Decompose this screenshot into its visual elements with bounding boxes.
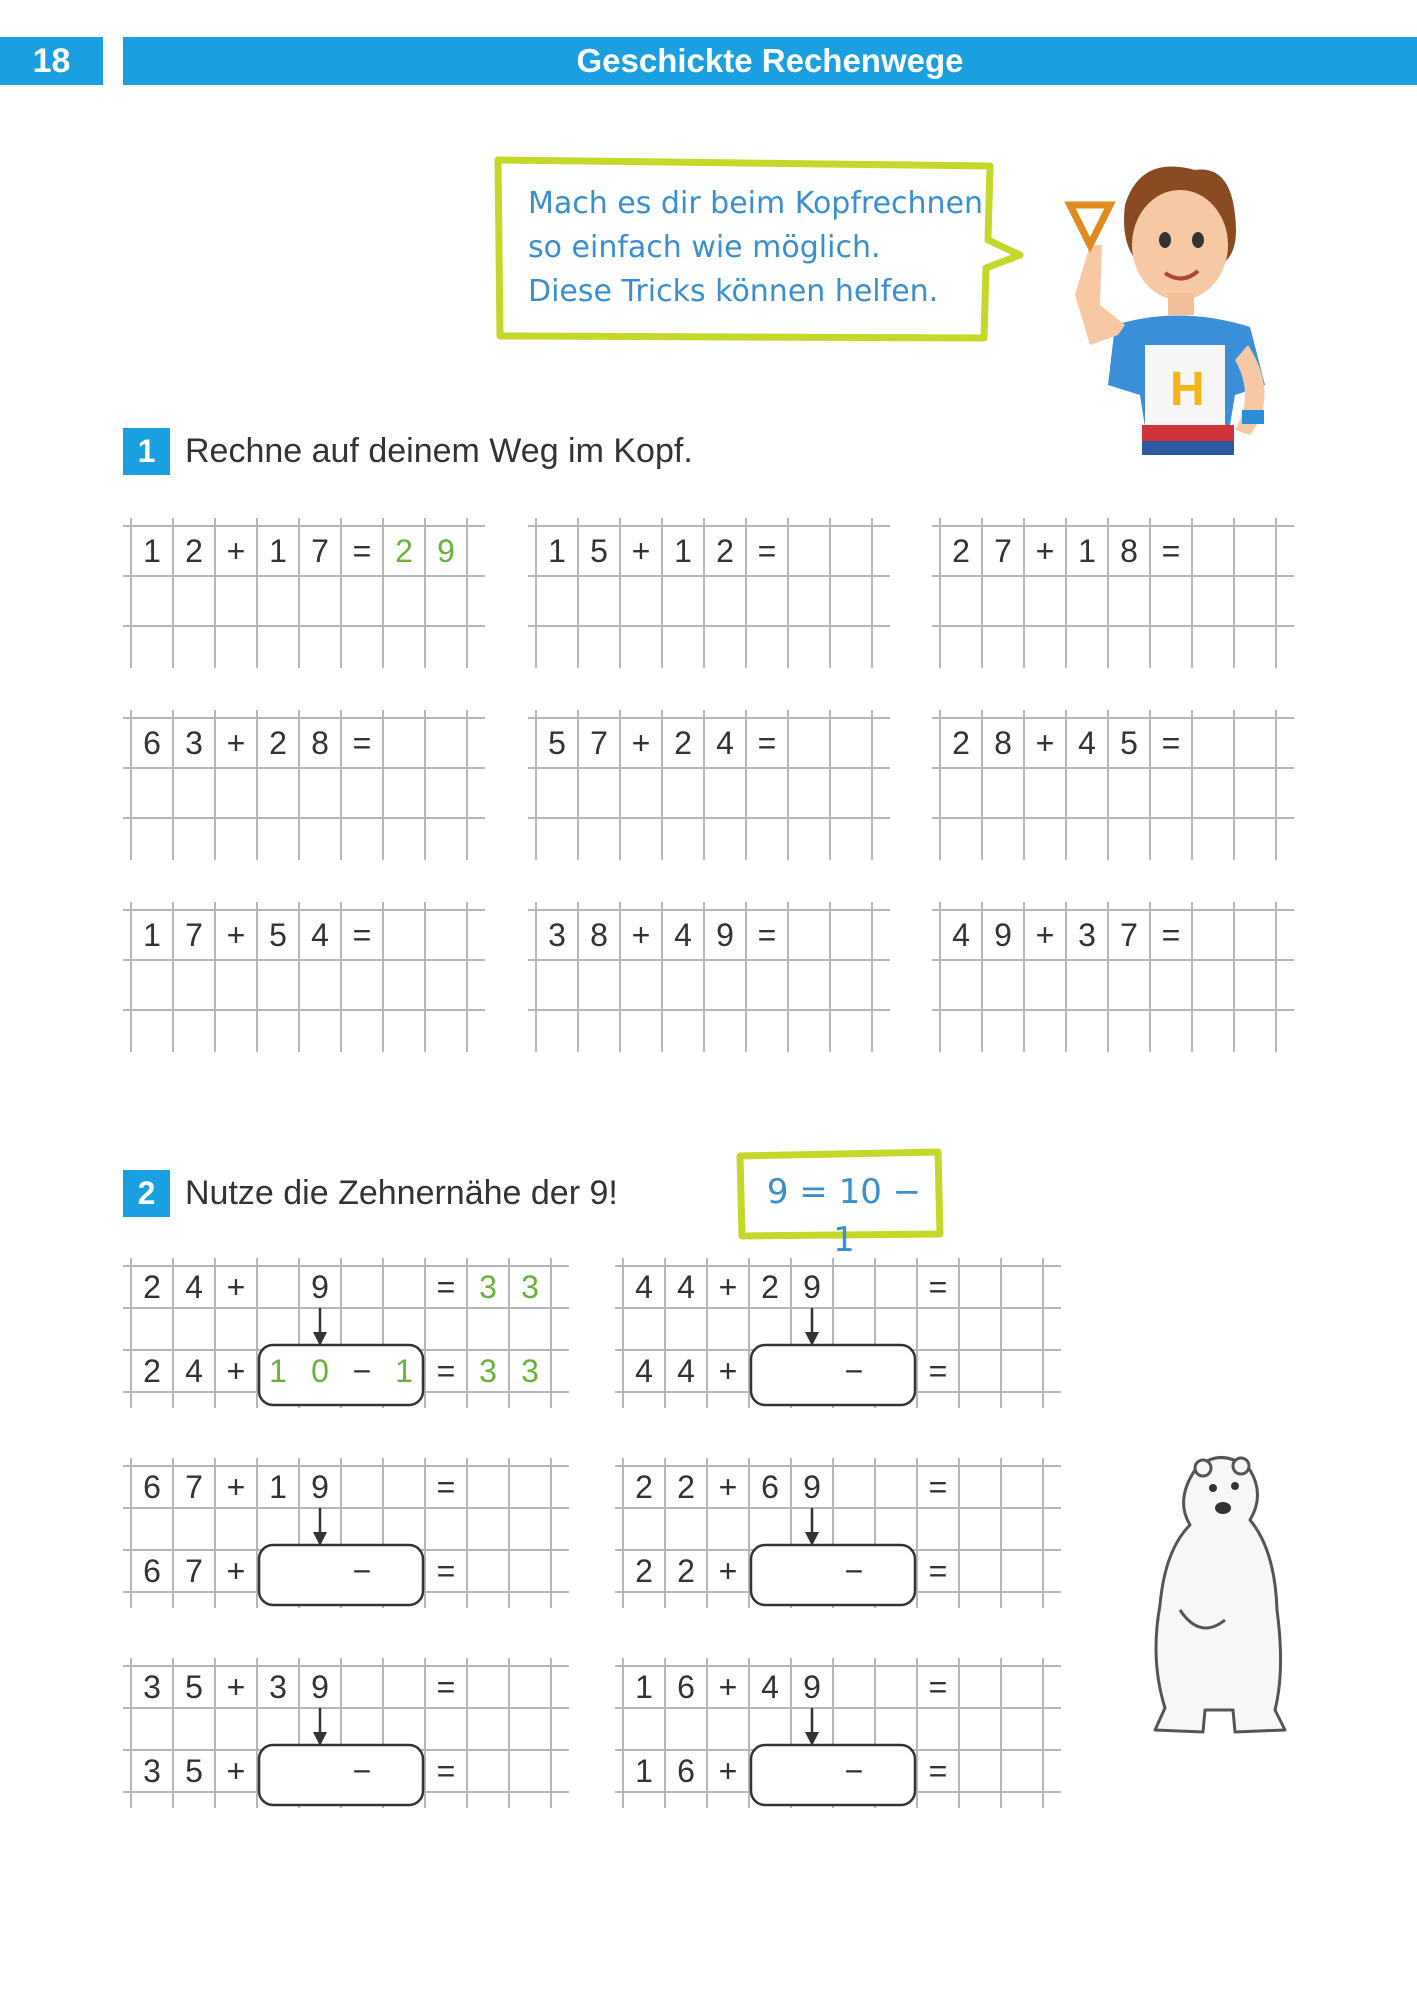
answer-digit: 2 (395, 533, 413, 569)
grid-cell (341, 1466, 383, 1508)
zehner-exercise-grid[interactable] (615, 1258, 1061, 1408)
grid-cell: 2 (761, 1269, 779, 1305)
grid-cell (299, 1550, 341, 1592)
grid-cell: 8 (1120, 533, 1138, 569)
grid-cell: 4 (674, 917, 692, 953)
grid-cell (875, 1466, 917, 1508)
grid-cell (875, 1550, 917, 1592)
grid-cell: 2 (952, 725, 970, 761)
grid-cell: 1 (1078, 533, 1096, 569)
grid-cell: 4 (677, 1269, 695, 1305)
boy-illustration (1030, 145, 1300, 455)
grid-cell: 7 (994, 533, 1012, 569)
grid-cell: 7 (185, 917, 203, 953)
grid-cell: 1 (635, 1669, 653, 1705)
grid-cell: 4 (952, 917, 970, 953)
grid-cell: − (844, 1553, 864, 1589)
exercise-grid[interactable] (123, 518, 485, 668)
grid-cell (299, 1750, 341, 1792)
grid-cell: 6 (143, 1553, 161, 1589)
grid-cell: 4 (677, 1353, 695, 1389)
grid-cell: 4 (1078, 725, 1096, 761)
grid-cell (383, 1550, 425, 1592)
zehner-exercise-grid[interactable] (123, 1458, 569, 1608)
grid-cell: 2 (677, 1469, 695, 1505)
grid-cell: + (718, 1353, 738, 1389)
svg-text:H: H (1170, 363, 1205, 416)
grid-cell (749, 1750, 791, 1792)
zehner-exercise-grid[interactable] (123, 1658, 569, 1808)
grid-cell: 5 (269, 917, 287, 953)
grid-cell: + (226, 1553, 246, 1589)
grid-cell: 7 (311, 533, 329, 569)
grid-cell: 3 (143, 1669, 161, 1705)
grid-cell: 6 (143, 1469, 161, 1505)
grid-cell (791, 1550, 833, 1592)
grid-cell (875, 1266, 917, 1308)
grid-cell: 2 (143, 1269, 161, 1305)
grid-cell: 9 (311, 1669, 329, 1705)
polar-bear-illustration (1125, 1440, 1305, 1760)
task-2-instruction: Nutze die Zehnernähe der 9! (185, 1174, 618, 1212)
grid-cell: 8 (994, 725, 1012, 761)
grid-cell: + (631, 917, 651, 953)
grid-cell: − (352, 1353, 372, 1389)
grid-cell: = (928, 1553, 948, 1589)
grid-cell: + (226, 533, 246, 569)
grid-cell: 1 (269, 1469, 287, 1505)
grid-cell: 2 (716, 533, 734, 569)
grid-cell (875, 1350, 917, 1392)
task-2-number: 2 (123, 1170, 170, 1217)
grid-cell: 9 (716, 917, 734, 953)
grid-cell (791, 1750, 833, 1792)
grid-cell: 7 (590, 725, 608, 761)
grid-cell: = (436, 1553, 456, 1589)
grid-cell: 4 (635, 1269, 653, 1305)
grid-cell: + (1035, 917, 1055, 953)
grid-cell: 3 (185, 725, 203, 761)
grid-cell (875, 1666, 917, 1708)
answer-digit: 9 (437, 533, 455, 569)
grid-cell (791, 1350, 833, 1392)
grid-cell: 1 (548, 533, 566, 569)
grid-cell (341, 1266, 383, 1308)
grid-cell: 9 (994, 917, 1012, 953)
grid-cell: = (928, 1353, 948, 1389)
grid-cell: = (352, 917, 372, 953)
grid-cell: 4 (635, 1353, 653, 1389)
grid-cell: = (1161, 917, 1181, 953)
grid-cell: = (757, 533, 777, 569)
grid-cell (833, 1266, 875, 1308)
grid-cell: − (352, 1553, 372, 1589)
grid-cell: 3 (548, 917, 566, 953)
grid-cell: 5 (185, 1753, 203, 1789)
grid-cell: 1 (269, 533, 287, 569)
hint-formula: 9 = 10 − 1 (766, 1172, 922, 1260)
exercise-grid[interactable] (123, 710, 485, 860)
grid-cell: 7 (1120, 917, 1138, 953)
grid-cell: 6 (761, 1469, 779, 1505)
grid-cell (749, 1550, 791, 1592)
page-number: 18 (0, 37, 103, 85)
grid-cell: = (352, 725, 372, 761)
exercise-grid[interactable] (528, 902, 890, 1052)
grid-cell: 9 (803, 1669, 821, 1705)
zehner-exercise-grid[interactable] (123, 1258, 569, 1408)
exercise-grid[interactable] (123, 902, 485, 1052)
grid-cell: + (718, 1753, 738, 1789)
grid-cell: 1 (635, 1753, 653, 1789)
speech-line-1: Mach es dir beim Kopfrechnen (528, 186, 984, 221)
grid-cell: = (928, 1269, 948, 1305)
answer-digit: 1 (269, 1353, 287, 1389)
grid-cell: 3 (1078, 917, 1096, 953)
grid-cell: + (226, 917, 246, 953)
grid-cell (875, 1750, 917, 1792)
grid-cell: = (757, 725, 777, 761)
exercise-grid[interactable] (932, 710, 1294, 860)
grid-cell: 3 (269, 1669, 287, 1705)
grid-cell: + (226, 1353, 246, 1389)
grid-cell (749, 1350, 791, 1392)
grid-cell: + (718, 1669, 738, 1705)
grid-cell: + (718, 1553, 738, 1589)
grid-cell: 4 (311, 917, 329, 953)
grid-cell (341, 1666, 383, 1708)
grid-cell: = (436, 1669, 456, 1705)
speech-bubble-text (528, 182, 998, 314)
grid-cell: = (436, 1269, 456, 1305)
grid-cell: = (436, 1753, 456, 1789)
grid-cell: + (718, 1269, 738, 1305)
grid-cell: 2 (635, 1469, 653, 1505)
page-title: Geschickte Rechenwege (123, 37, 1417, 85)
grid-cell: − (352, 1753, 372, 1789)
grid-cell (833, 1666, 875, 1708)
grid-cell: + (226, 1669, 246, 1705)
grid-cell: 2 (952, 533, 970, 569)
grid-cell: = (928, 1753, 948, 1789)
speech-line-3: Diese Tricks können helfen. (528, 274, 939, 309)
grid-cell: 9 (311, 1469, 329, 1505)
exercise-grid[interactable] (528, 518, 890, 668)
grid-cell: 5 (548, 725, 566, 761)
grid-cell: 2 (674, 725, 692, 761)
zehner-exercise-grid[interactable] (615, 1658, 1061, 1808)
grid-cell: 2 (635, 1553, 653, 1589)
exercise-grid[interactable] (528, 710, 890, 860)
grid-cell: 4 (761, 1669, 779, 1705)
grid-cell: + (226, 1753, 246, 1789)
grid-cell (383, 1666, 425, 1708)
grid-cell (257, 1550, 299, 1592)
grid-cell: 6 (677, 1753, 695, 1789)
answer-digit: 3 (521, 1269, 539, 1305)
grid-cell: 5 (185, 1669, 203, 1705)
grid-cell: = (928, 1669, 948, 1705)
answer-digit: 3 (479, 1269, 497, 1305)
speech-line-2: so einfach wie möglich. (528, 230, 881, 265)
grid-cell: 2 (269, 725, 287, 761)
grid-cell: 3 (143, 1753, 161, 1789)
grid-cell: + (718, 1469, 738, 1505)
grid-cell: − (844, 1753, 864, 1789)
grid-cell: = (757, 917, 777, 953)
task-1-instruction: Rechne auf deinem Weg im Kopf. (185, 432, 693, 470)
grid-cell: + (631, 725, 651, 761)
grid-cell: 7 (185, 1553, 203, 1589)
grid-cell (257, 1266, 299, 1308)
grid-cell: = (1161, 533, 1181, 569)
grid-cell: 9 (803, 1269, 821, 1305)
grid-cell: − (844, 1353, 864, 1389)
grid-cell: 8 (311, 725, 329, 761)
grid-cell (833, 1466, 875, 1508)
grid-cell: = (352, 533, 372, 569)
grid-cell: 9 (803, 1469, 821, 1505)
grid-cell: 6 (143, 725, 161, 761)
grid-cell (257, 1750, 299, 1792)
exercise-grid[interactable] (932, 902, 1294, 1052)
answer-digit: 3 (479, 1353, 497, 1389)
answer-digit: 3 (521, 1353, 539, 1389)
grid-cell: = (436, 1353, 456, 1389)
grid-cell: 1 (674, 533, 692, 569)
zehner-exercise-grid[interactable] (615, 1458, 1061, 1608)
grid-cell: 1 (143, 533, 161, 569)
grid-cell: 7 (185, 1469, 203, 1505)
exercise-grid[interactable] (932, 518, 1294, 668)
grid-cell: 2 (143, 1353, 161, 1389)
grid-cell: 4 (185, 1269, 203, 1305)
grid-cell: 2 (185, 533, 203, 569)
grid-cell: + (226, 1469, 246, 1505)
grid-cell (383, 1466, 425, 1508)
grid-cell: 4 (185, 1353, 203, 1389)
grid-cell: 5 (590, 533, 608, 569)
grid-cell: = (928, 1469, 948, 1505)
grid-cell: = (436, 1469, 456, 1505)
answer-digit: 1 (395, 1353, 413, 1389)
grid-cell: 5 (1120, 725, 1138, 761)
grid-cell: 1 (143, 917, 161, 953)
grid-cell: + (1035, 725, 1055, 761)
grid-cell: + (226, 725, 246, 761)
answer-digit: 0 (311, 1353, 329, 1389)
grid-cell: 9 (311, 1269, 329, 1305)
grid-cell: 4 (716, 725, 734, 761)
grid-cell (383, 1750, 425, 1792)
grid-cell: + (631, 533, 651, 569)
grid-cell: 6 (677, 1669, 695, 1705)
grid-cell: + (226, 1269, 246, 1305)
grid-cell: + (1035, 533, 1055, 569)
task-1-number: 1 (123, 428, 170, 475)
grid-cell (383, 1266, 425, 1308)
grid-cell: 8 (590, 917, 608, 953)
grid-cell: = (1161, 725, 1181, 761)
grid-cell: 2 (677, 1553, 695, 1589)
